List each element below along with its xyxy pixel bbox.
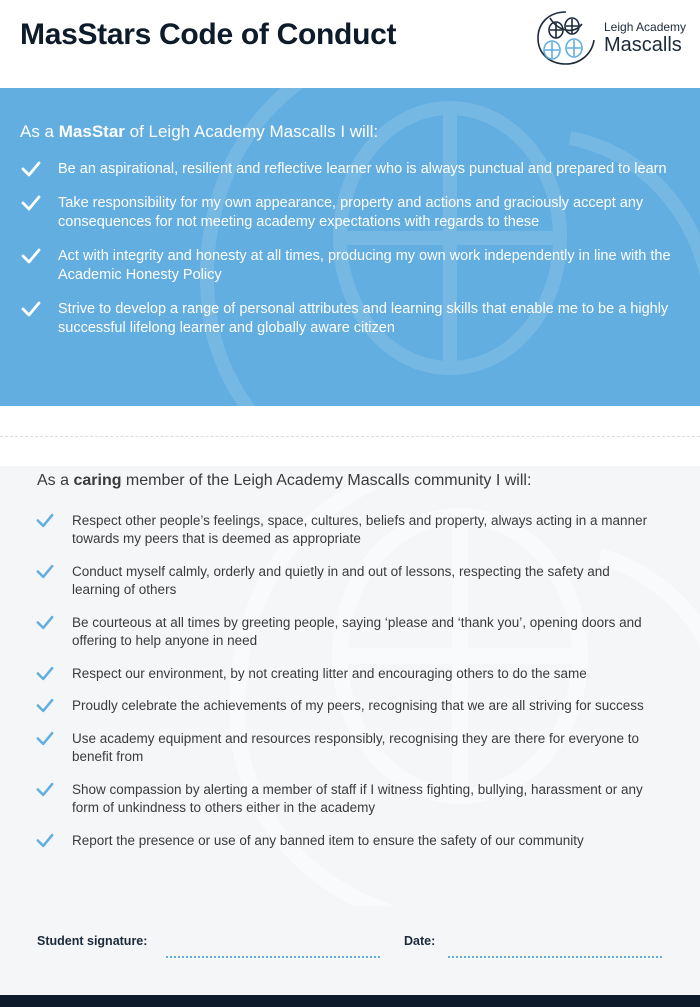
page-title: MasStars Code of Conduct [20, 18, 397, 51]
footer-bar [0, 995, 700, 1007]
masstar-item-text: Be an aspirational, resilient and reflective learner who is always punctual and prepared to learn [58, 161, 667, 177]
check-icon [36, 564, 54, 579]
caring-item [0, 781, 700, 817]
caring-item-text: Conduct myself calmly, orderly and quietly in and out of lessons, respecting the safety and learning of others [72, 564, 610, 597]
masstar-intro-prefix: As a [20, 122, 59, 141]
masstar-item-text: Take responsibility for my own appearance, property and actions and graciously accept any consequences for not meeting academy expectations with regards to these [58, 195, 644, 230]
caring-panel [0, 466, 700, 995]
hop-crest-icon [534, 8, 598, 68]
check-icon [21, 161, 41, 177]
masstar-intro-bold: MasStar [58, 122, 125, 141]
caring-intro-prefix: As a [37, 472, 74, 489]
date-field[interactable] [448, 956, 662, 960]
check-icon [36, 833, 54, 848]
caring-item-text: Be courteous at all times by greeting people, saying ‘please and ‘thank you’, opening doors and offering to help anyone in need [72, 615, 642, 648]
section-divider [0, 436, 700, 437]
masstar-item [0, 247, 700, 285]
masstar-panel [0, 88, 700, 406]
caring-item-text: Report the presence or use of any banned item to ensure the safety of our community [72, 833, 584, 848]
masstar-intro [20, 122, 378, 142]
masstar-list [0, 160, 700, 353]
caring-item [0, 665, 700, 683]
masstar-item-text: Strive to develop a range of personal attributes and learning skills that enable me to be a highly successful lifelong learner and globally aware citizen [58, 301, 669, 336]
student-signature-field[interactable] [166, 956, 380, 960]
caring-intro-suffix: member of the Leigh Academy Mascalls community I will: [121, 472, 532, 489]
caring-item [0, 730, 700, 766]
caring-item [0, 697, 700, 715]
logo-text-mascalls: Mascalls [604, 34, 682, 56]
check-icon [36, 513, 54, 528]
masstar-intro-suffix: of Leigh Academy Mascalls I will: [124, 122, 379, 141]
caring-item [0, 832, 700, 850]
date-label: Date: [404, 934, 436, 948]
masstar-item [0, 194, 700, 232]
caring-list [0, 512, 700, 850]
caring-intro [37, 472, 531, 490]
check-icon [36, 698, 54, 713]
caring-item-text: Proudly celebrate the achievements of my peers, recognising that we are all striving for success [72, 698, 644, 713]
check-icon [21, 301, 41, 317]
masstar-item [0, 300, 700, 338]
caring-item [0, 614, 700, 650]
check-icon [36, 666, 54, 681]
check-icon [21, 248, 41, 264]
check-icon [36, 615, 54, 630]
caring-item-text: Use academy equipment and resources responsibly, recognising they are there for everyone to benefit from [72, 731, 640, 764]
caring-item-text: Respect other people’s feelings, space, cultures, beliefs and property, always acting in a manner towards my peers that is deemed as appropriate [72, 513, 648, 546]
check-icon [21, 195, 41, 211]
caring-intro-bold: caring [73, 472, 122, 489]
caring-item [0, 563, 700, 599]
header [0, 0, 700, 88]
caring-item-text: Respect our environment, by not creating litter and encouraging others to do the same [72, 666, 587, 681]
caring-item-text: Show compassion by alerting a member of staff if I witness fighting, bullying, harassment or any form of unkindness to others either in the academy [72, 782, 643, 815]
student-signature-label: Student signature: [37, 934, 148, 948]
academy-logo [534, 8, 694, 68]
masstar-item [0, 160, 700, 179]
check-icon [36, 731, 54, 746]
check-icon [36, 782, 54, 797]
masstar-item-text: Act with integrity and honesty at all times, producing my own work independently in line with the Academic Honesty Policy [58, 248, 671, 283]
logo-text-academy: Leigh Academy [604, 20, 687, 34]
caring-item [0, 512, 700, 548]
